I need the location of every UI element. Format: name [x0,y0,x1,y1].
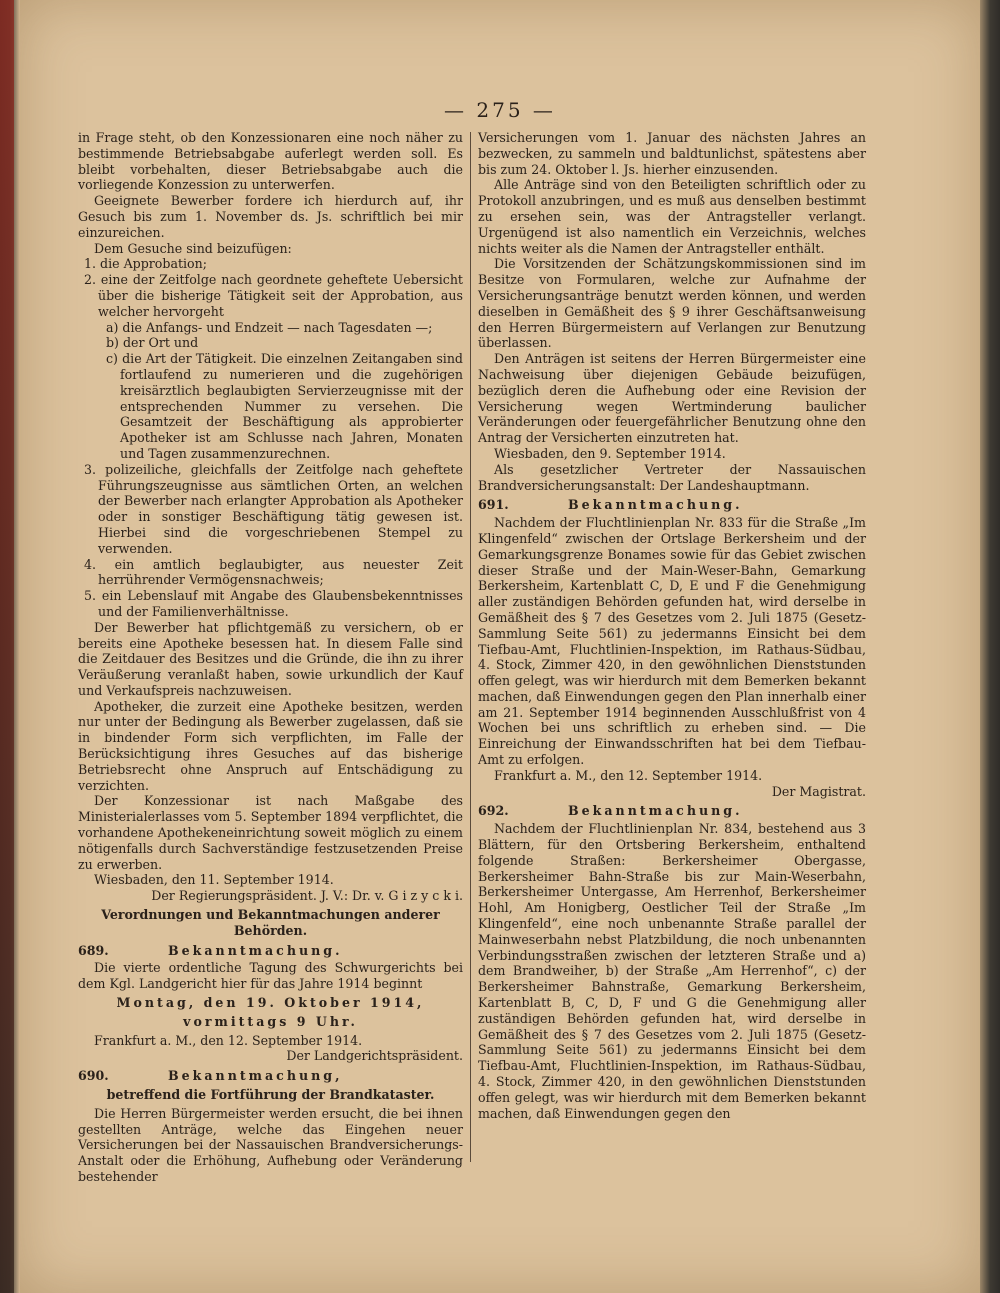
signature: Der Regierungspräsident. J. V.: Dr. v. G i z y c k i. [151,888,463,904]
signature: Der Magistrat. [771,783,866,799]
paragraph: Der Bewerber hat pflichtgemäß zu versichern, ob er bereits eine Apotheke besessen hat. In diesem Falle sind die Zeitdauer des Besitzes und die Gründe, die ihn zu ihrer Veräußerung veranlaßt haben, sowie urkundlich der Kauf und Verkaufspreis nachzuweisen. [78,619,463,698]
paragraph: Die Herren Bürgermeister werden ersucht, die bei ihnen gestellten Anträge, welche das Eingehen neuer Versicherungen bei der Nassauischen Brandversicherungs-Anstalt oder die Erhöhung, Aufhebung oder Veränderung bestehender [78,1105,463,1184]
notice-number: 691. [478,497,509,513]
section-title: Verordnungen und Bekanntmachungen anderer Behörden. [101,907,440,938]
right-column [478,130,866,1170]
date-line: Frankfurt a. M., den 12. September 1914. [494,767,763,783]
notice-heading-691 [478,497,866,513]
list-item: 5. ein Lebenslauf mit Angabe des Glaubensbekenntnisses und der Familienverhältnisse. [84,588,463,619]
document-page [20,0,980,1293]
sub-list-item: a) die Anfangs- und Endzeit — nach Tagesdaten —; [106,319,433,335]
sub-list-item: b) der Ort und [106,335,199,351]
notice-number: 690. [78,1068,109,1084]
notice-number: 689. [78,942,109,958]
date-line: Frankfurt a. M., den 12. September 1914. [94,1032,363,1048]
list-item: 2. eine der Zeitfolge nach geordnete geheftete Uebersicht über die bisherige Tätigkeit seit der Approbation, aus welcher hervorgeht [84,272,463,319]
list-item: 1. die Approbation; [84,256,207,272]
paragraph: Der Konzessionar ist nach Maßgabe des Ministerialerlasses vom 5. September 1894 verpflichtet, die vorhandene Apothekeneinrichtung soweit möglich zu einem nötigenfalls durch Sachverständige festzusetzenden Preise zu erwerben. [78,793,463,872]
left-column [78,130,463,1184]
date-line: Wiesbaden, den 9. September 1914. [494,445,726,461]
list-item: 4. ein amtlich beglaubigter, aus neuester Zeit herrührender Vermögensnachweis; [84,556,463,588]
notice-title: Bekanntmachung. [568,803,743,819]
notice-heading-689 [78,943,463,959]
book-spine-edge [0,0,14,1293]
notice-subtitle: betreffend die Fortführung der Brandkataster. [106,1087,435,1103]
notice-title: Bekanntmachung. [568,497,743,513]
notice-title: Bekanntmachung. [168,942,343,958]
notice-heading-690 [78,1068,463,1084]
paragraph: Die vierte ordentliche Tagung des Schwurgerichts bei dem Kgl. Landgericht hier für das Jahre 1914 beginnt [78,960,463,992]
paragraph: Die Vorsitzenden der Schätzungskommissionen sind im Besitze von Formularen, welche zur Aufnahme der Versicherungsanträge benutzt werden können, und werden dieselben in Gemäßheit des § 9 ihrer Geschäftsanweisung den Herren Bürgermeistern auf Verlangen zur Benutzung überlassen. [478,256,866,351]
paragraph: Geeignete Bewerber fordere ich hierdurch auf, ihr Gesuch bis zum 1. November ds. Js. schriftlich bei mir einzureichen. [78,193,463,240]
paragraph: in Frage steht, ob den Konzessionaren eine noch näher zu bestimmende Betriebsabgabe auferlegt werden soll. Es bleibt vorbehalten, dieser Betriebsabgabe auch die vorliegende Konzession zu unterwerfen. [78,130,463,193]
page-number: — 275 — [444,98,556,122]
paragraph: Nachdem der Fluchtlinienplan Nr. 833 für die Straße „Im Klingenfeld“ zwischen der Ortslage Berkersheim und der Gemarkungsgrenze Bonames sowie für das Gebiet zwischen dieser Straße und der Main-Weser-Bahn, Gemarkung Berkersheim, Kartenblatt C, D, E und F die Genehmigung aller zuständigen Behörden gefunden hat, wird derselbe in Gemäßheit des § 7 des Gesetzes vom 2. Juli 1875 (Gesetz-Sammlung Seite 561) zu jedermanns Einsicht bei dem Tiefbau-Amt, Fluchtlinien-Inspektion, im Rathaus-Südbau, 4. Stock, Zimmer 420, in den gewöhnlichen Dienststunden offen gelegt, was wir hierdurch mit dem Bemerken bekannt machen, daß Einwendungen gegen den Plan innerhalb einer am 21. September 1914 beginnenden Ausschlußfrist von 4 Wochen bei uns schriftlich zu erheben sind. — Die Einreichung der Einwandsschriften hat bei dem Tiefbau-Amt zu erfolgen. [478,515,866,768]
list-item: 3. polizeiliche, gleichfalls der Zeitfolge nach geheftete Führungszeugnisse aus sämtlichen Orten, an welchen der Bewerber nach erlangter Approbation als Apotheker oder in sonstiger Beschäftigung tätig gewesen ist. Hierbei sind die vorgeschriebenen Stempel zu verwenden. [84,461,463,556]
date-line: Wiesbaden, den 11. September 1914. [94,872,334,888]
paragraph: Apotheker, die zurzeit eine Apotheke besitzen, werden nur unter der Bedingung als Bewerber zugelassen, daß sie in bindender Form sich verpflichten, im Falle der Berücksichtigung ihres Gesuches auf das bisherige Betriebsrecht ohne Anspruch auf Entschädigung zu verzichten. [78,698,463,793]
signature: Der Landgerichtspräsident. [286,1048,463,1064]
paragraph: Den Anträgen ist seitens der Herren Bürgermeister eine Nachweisung über diejenigen Gebäude beizufügen, bezüglich deren die Aufhebung oder eine Revision der Versicherung wegen Wertminderung baulicher Veränderungen oder feuergefährlicher Benutzung ohne den Antrag der Versicherten einzutreten hat. [478,351,866,446]
signature: Als gesetzlicher Vertreter der Nassauischen Brandversicherungsanstalt: Der Landeshauptmann. [478,461,866,493]
paragraph: Alle Anträge sind von den Beteiligten schriftlich oder zu Protokoll anzubringen, und es muß aus denselben bestimmt zu ersehen sein, was der Antragsteller verlangt. Urgenügend ist also namentlich ein Verzeichnis, welches nichts weiter als die Namen der Antragsteller enthält. [478,177,866,256]
column-divider [470,132,471,1162]
event-date: Montag, den 19. Oktober 1914, [116,995,425,1011]
paragraph: Versicherungen vom 1. Januar des nächsten Jahres an bezwecken, zu sammeln und baldtunlichst, spätestens aber bis zum 24. Oktober l. Js. hierher einzusenden. [478,130,866,177]
notice-heading-692 [478,803,866,819]
sub-list-item: c) die Art der Tätigkeit. Die einzelnen Zeitangaben sind fortlaufend zu numerieren und die zugehörigen kreisärztlich beglaubigten Servierzeugnisse mit der entsprechenden Nummer zu versehen. Die Gesamtzeit der Beschäftigung als approbierter Apotheker ist am Schlusse nach Jahren, Monaten und Tagen zusammenzurechnen. [106,351,463,461]
notice-number: 692. [478,803,509,819]
event-time: vormittags 9 Uhr. [183,1013,358,1029]
notice-title: Bekanntmachung, [168,1068,343,1084]
paragraph: Dem Gesuche sind beizufügen: [94,240,292,256]
paragraph: Nachdem der Fluchtlinienplan Nr. 834, bestehend aus 3 Blättern, für den Ortsbering Berkersheim, enthaltend folgende Straßen: Berkersheimer Obergasse, Berkersheimer Bahn-Straße bis zur Main-Weserbahn, Berkersheimer Untergasse, Am Herrenhof, Berkersheimer Hohl, Am Honigberg, Oestlicher Teil der Straße „Im Klingenfeld“, eine noch unbenannte Straße parallel der Mainweserbahn nebst Platzbildung, die noch unbenannten Verbindungsstraßen zwischen der letzteren Straße und a) dem Brandweiher, b) der Straße „Am Herrenhof“, c) der Berkersheimer Bahnstraße, Gemarkung Berkersheim, Kartenblatt B, C, D, F und G die Genehmigung aller zuständigen Behörden gefunden hat, wird derselbe in Gemäßheit des § 7 des Gesetzes vom 2. Juli 1875 (Gesetz-Sammlung Seite 561) zu jedermanns Einsicht bei dem Tiefbau-Amt, Fluchtlinien-Inspektion, im Rathaus-Südbau, 4. Stock, Zimmer 420, in den gewöhnlichen Dienststunden offen gelegt, was wir hierdurch mit dem Bemerken bekannt machen, daß Einwendungen gegen den [478,821,866,1121]
